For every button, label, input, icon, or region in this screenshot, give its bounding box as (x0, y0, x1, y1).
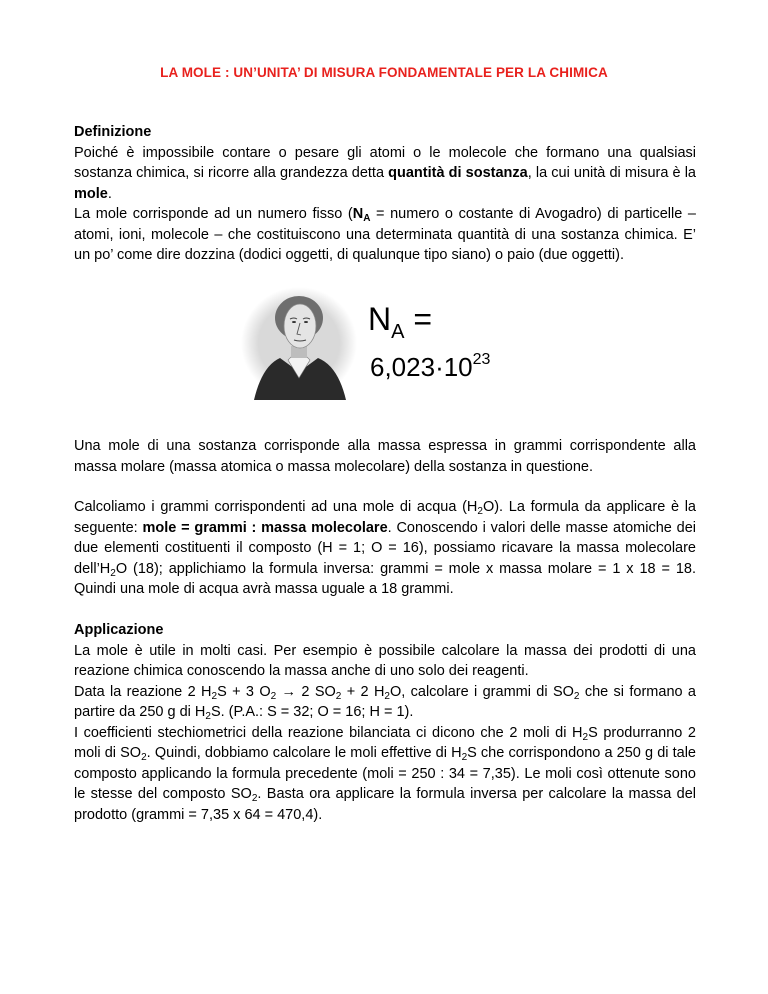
text-run: S che corrispondono a 250 g di tale composto applicando la formula precedente (moli = 250 : 34 = 7,35). Le moli così ottenute sono le stesse del composto SO (74, 745, 696, 802)
subscript: 2 (110, 567, 116, 579)
subscript: 2 (461, 752, 468, 763)
text-run: S + 3 O (217, 683, 271, 700)
subscript: 2 (205, 711, 211, 722)
text-run: S. (P.A.: S = 32; O = 16; H = 1). (210, 704, 414, 720)
definition-paragraph-2 (74, 204, 696, 266)
text-run: La mole corrisponde ad un numero fisso ( (74, 206, 353, 222)
na-letter: N (368, 301, 392, 337)
formula-mole: mole = grammi : massa molecolare (142, 519, 388, 536)
definition-section (74, 122, 696, 266)
avogadro-symbol: N (352, 206, 364, 222)
coefficients-paragraph (74, 723, 696, 826)
definition-paragraph-1 (74, 143, 696, 205)
application-heading: Applicazione (74, 622, 164, 638)
text-run: . Quindi, dobbiamo calcolare le moli effettive di H (146, 745, 462, 761)
text-run: O (18); applichiamo la formula inversa: grammi = mole x massa molare = 1 x 18 = 18. Quindi una mole di acqua avrà massa uguale a 18 grammi. (74, 560, 696, 597)
text-run: I coefficienti stechiometrici della reazione bilanciata ci dicono che 2 moli di H (74, 724, 583, 741)
na-subscript: A (391, 321, 405, 343)
text-run: Calcoliamo i grammi corrispondenti ad una mole di acqua (H (74, 499, 478, 515)
text-run: . Conoscendo i valori delle masse atomiche dei due elementi costituenti il composto (H = 1; O = 16), possiamo ricavare la massa molecolare dell’H (74, 519, 696, 577)
text-run: , la cui unità di misura è la (527, 165, 696, 181)
definition-heading: Definizione (74, 124, 152, 140)
avogadro-portrait (240, 286, 358, 400)
application-section (74, 620, 696, 825)
bold-term-mole: mole (74, 185, 108, 202)
avogadro-constant-value (370, 352, 490, 382)
text-run: + 2 H (341, 683, 385, 700)
reaction-paragraph (74, 682, 696, 723)
calculation-paragraph (74, 497, 696, 600)
text-run: → 2 SO (276, 683, 336, 700)
subscript: 2 (573, 690, 580, 702)
avogadro-subscript: A (363, 213, 371, 224)
subscript: 2 (582, 731, 589, 743)
subscript: 2 (141, 752, 147, 763)
text-run: Poiché è impossibile contare o pesare gli atomi o le molecole che formano una qualsiasi sostanza chimica, si ricorre alla grandezza detta (74, 144, 696, 181)
na-exponent: 23 (472, 351, 491, 368)
page-title: LA MOLE : UN’UNITA’ DI MISURA FONDAMENTALE PER LA CHIMICA (160, 65, 608, 80)
subscript: 2 (384, 690, 390, 702)
subscript: 2 (211, 690, 218, 702)
text-run: O). La formula da applicare è la seguente: (74, 499, 696, 536)
text-run: che si formano a partire da 250 g di H (74, 683, 696, 720)
avogadro-constant-symbol (368, 302, 432, 349)
mass-paragraph: Una mole di una sostanza corrisponde alla massa espressa in grammi corrispondente alla massa molare (massa atomica o massa molecolare) della sostanza in questione. (74, 438, 696, 475)
na-mantissa: 6,023·10 (370, 352, 473, 382)
text-run: = numero o costante di Avogadro) di particelle – atomi, ioni, molecole – che costituiscono una determinata quantità di una sostanza chimica. E’ un po’ come dire dozzina (dodici oggetti, di qualunque tipo siano) o paio (due oggetti). (74, 206, 696, 263)
subscript: 2 (477, 506, 483, 517)
text-run: . (107, 185, 112, 202)
text-run: . Basta ora applicare la formula inversa per calcolare la massa del prodotto (grammi = 7,35 x 64 = 470,4). (74, 786, 696, 823)
text-run: S produrranno 2 moli di SO (74, 724, 696, 761)
subscript: 2 (335, 690, 342, 702)
text-run: O, calcolare i grammi di SO (389, 683, 574, 700)
na-equals: = (404, 301, 433, 337)
bold-term-quantita: quantità di sostanza (388, 165, 528, 181)
subscript: 2 (270, 690, 277, 702)
text-run: Data la reazione 2 H (74, 683, 212, 700)
subscript: 2 (251, 793, 258, 804)
application-intro: La mole è utile in molti casi. Per esempio è possibile calcolare la massa dei prodotti di una reazione chimica conoscendo la massa anche di uno solo dei reagenti. (74, 642, 696, 679)
